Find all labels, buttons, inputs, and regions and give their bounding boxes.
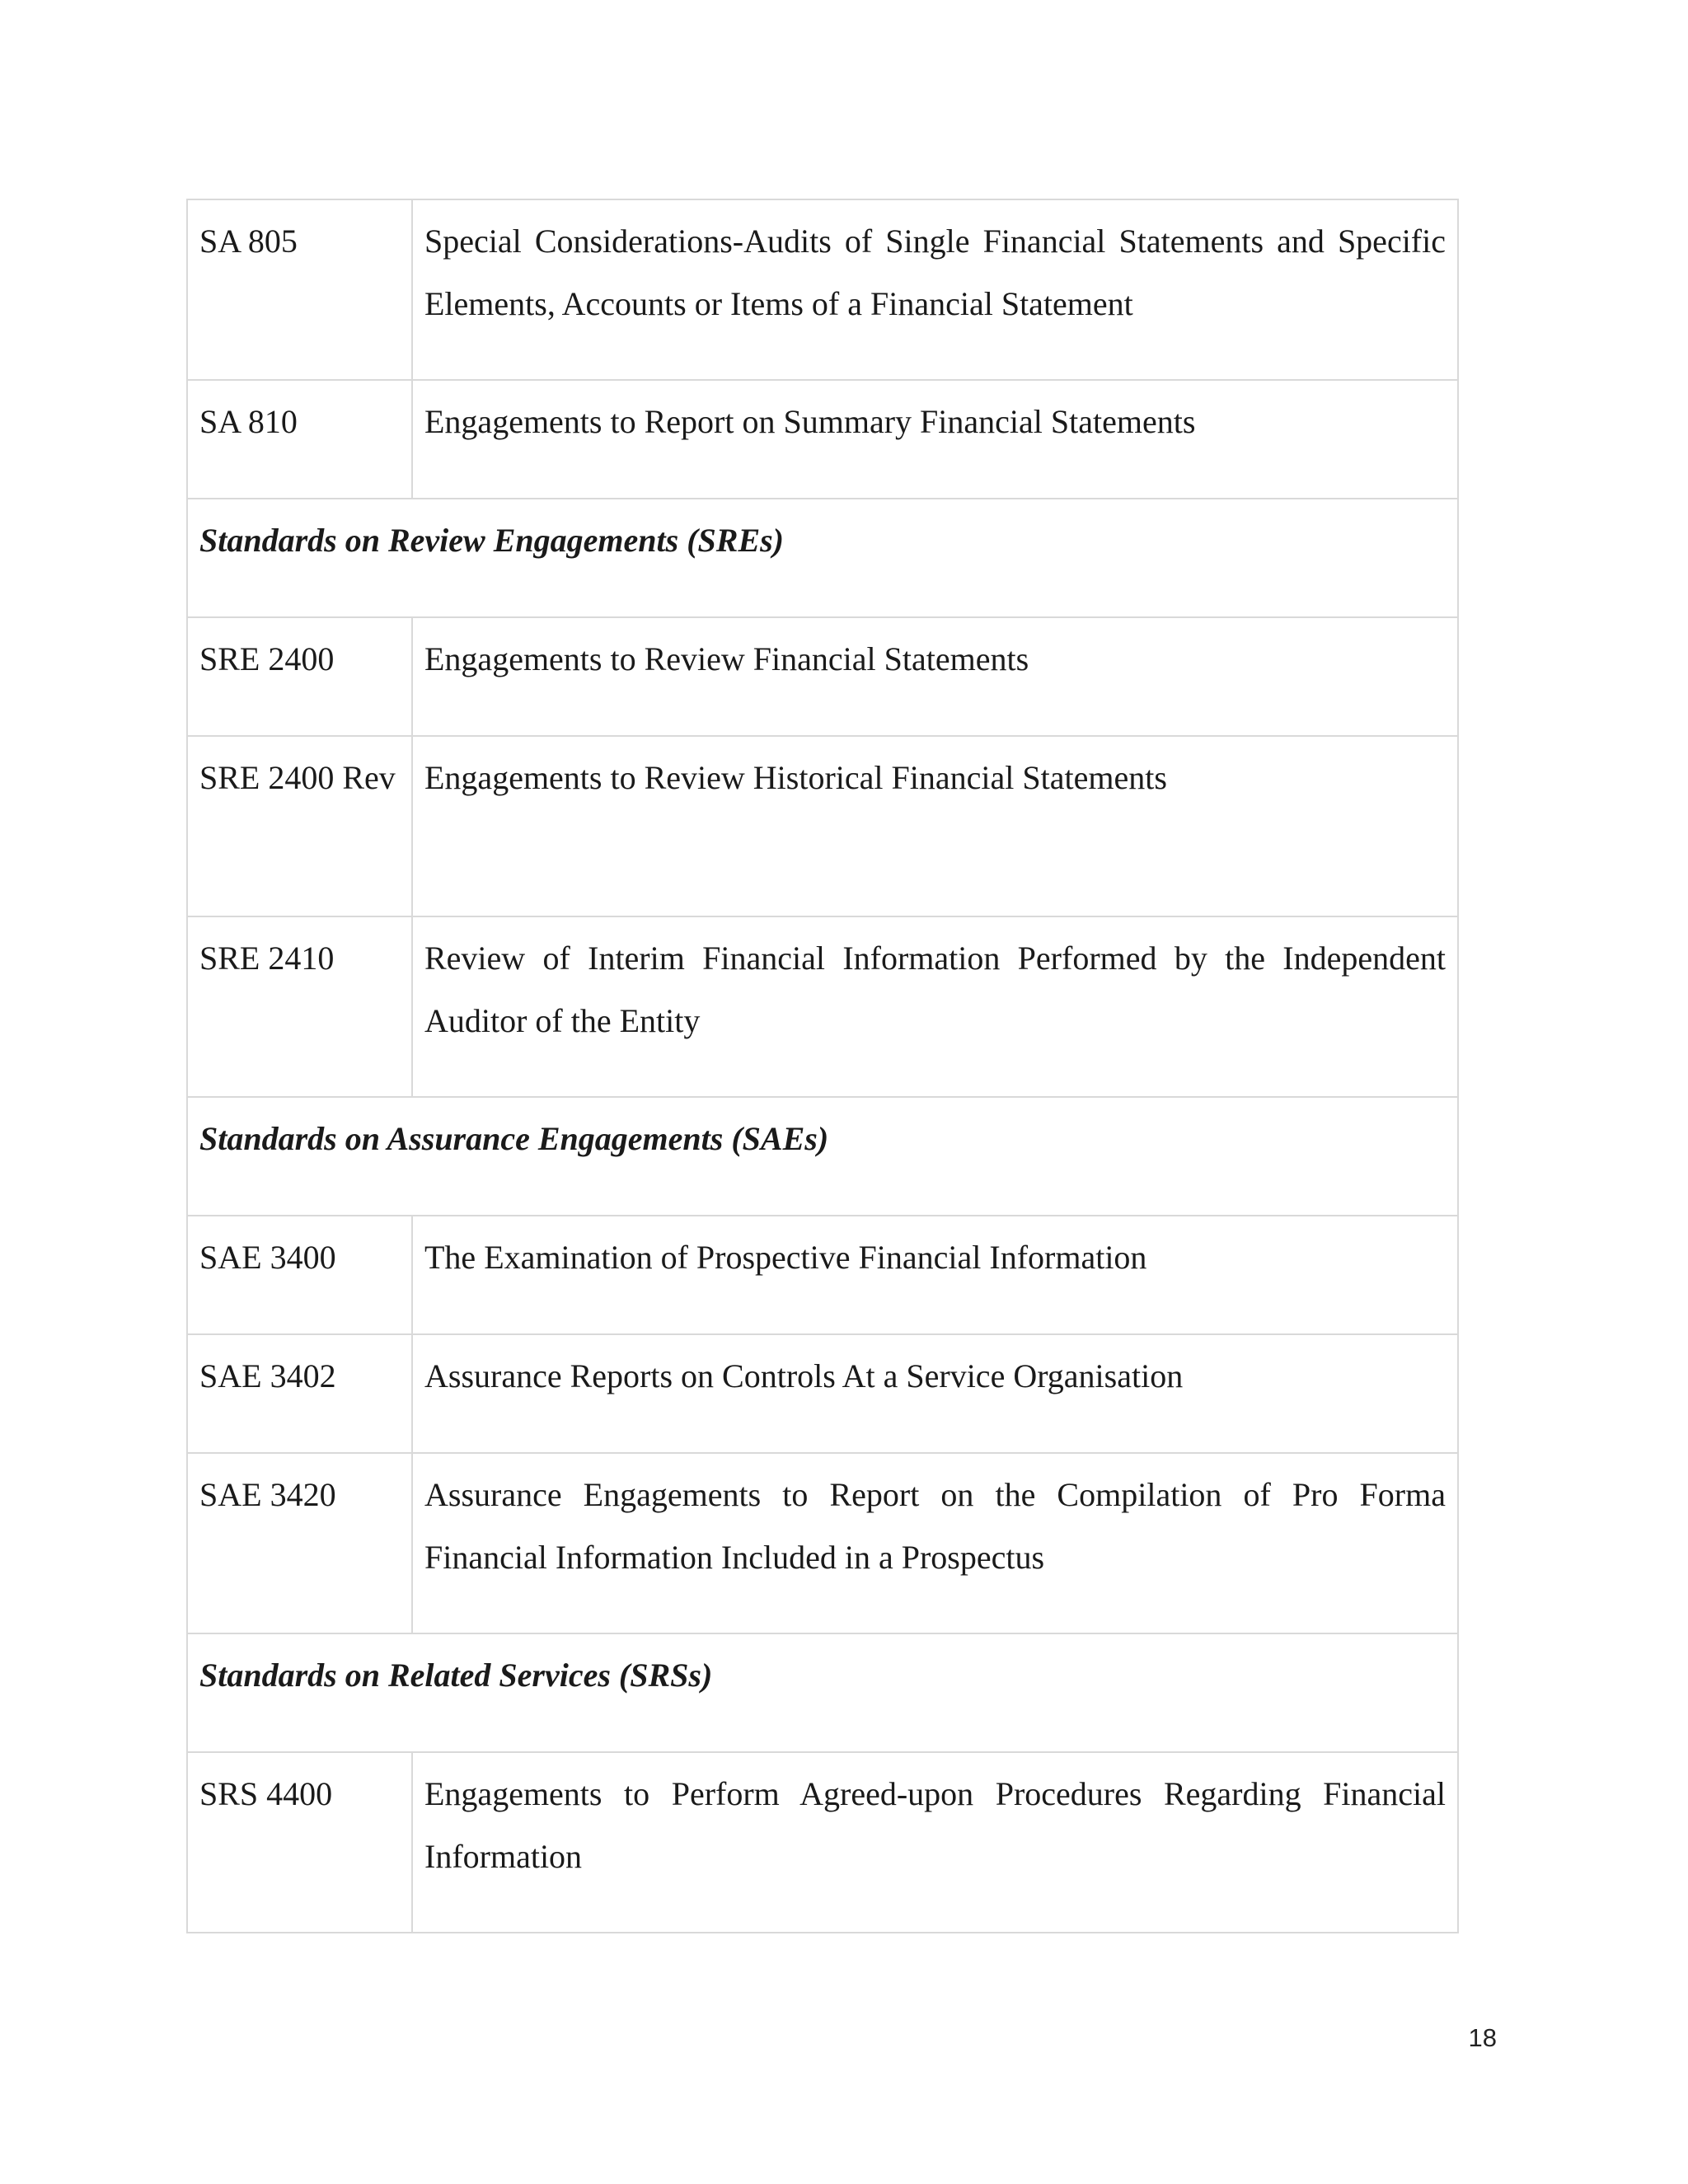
table-row (187, 380, 1458, 499)
standard-code: SA 805 (187, 199, 412, 380)
page-number: 18 (1468, 2023, 1497, 2052)
table-row (187, 1334, 1458, 1453)
section-heading: Standards on Assurance Engagements (SAEs) (187, 1097, 1458, 1216)
table-row (187, 916, 1458, 1097)
standard-code: SRE 2410 (187, 916, 412, 1097)
standard-title: Assurance Engagements to Report on the Compilation of Pro Forma Financial Information Included in a Prospectus (412, 1453, 1458, 1633)
standard-title: Assurance Reports on Controls At a Service Organisation (412, 1334, 1458, 1453)
section-heading-row (187, 1097, 1458, 1216)
table-row (187, 1453, 1458, 1633)
standard-title: Engagements to Report on Summary Financial Statements (412, 380, 1458, 499)
standard-title: Engagements to Review Financial Statements (412, 617, 1458, 736)
standard-title: Review of Interim Financial Information Performed by the Independent Auditor of the Entity (412, 916, 1458, 1097)
table-row (187, 1752, 1458, 1933)
standard-title: Engagements to Review Historical Financial Statements (412, 736, 1458, 916)
standard-code: SRE 2400 Rev (187, 736, 412, 916)
standards-table (186, 199, 1459, 1933)
standard-title: Special Considerations-Audits of Single Financial Statements and Specific Elements, Accounts or Items of a Financial Statement (412, 199, 1458, 380)
table-row (187, 199, 1458, 380)
table-row (187, 736, 1458, 916)
standard-code: SRE 2400 (187, 617, 412, 736)
section-heading-row (187, 1633, 1458, 1752)
section-heading: Standards on Review Engagements (SREs) (187, 499, 1458, 617)
standard-code: SA 810 (187, 380, 412, 499)
standard-code: SAE 3400 (187, 1216, 412, 1334)
section-heading: Standards on Related Services (SRSs) (187, 1633, 1458, 1752)
standard-code: SRS 4400 (187, 1752, 412, 1933)
section-heading-row (187, 499, 1458, 617)
standard-code: SAE 3402 (187, 1334, 412, 1453)
standard-title: Engagements to Perform Agreed-upon Procedures Regarding Financial Information (412, 1752, 1458, 1933)
standard-title: The Examination of Prospective Financial Information (412, 1216, 1458, 1334)
standard-code: SAE 3420 (187, 1453, 412, 1633)
table-row (187, 617, 1458, 736)
table-row (187, 1216, 1458, 1334)
